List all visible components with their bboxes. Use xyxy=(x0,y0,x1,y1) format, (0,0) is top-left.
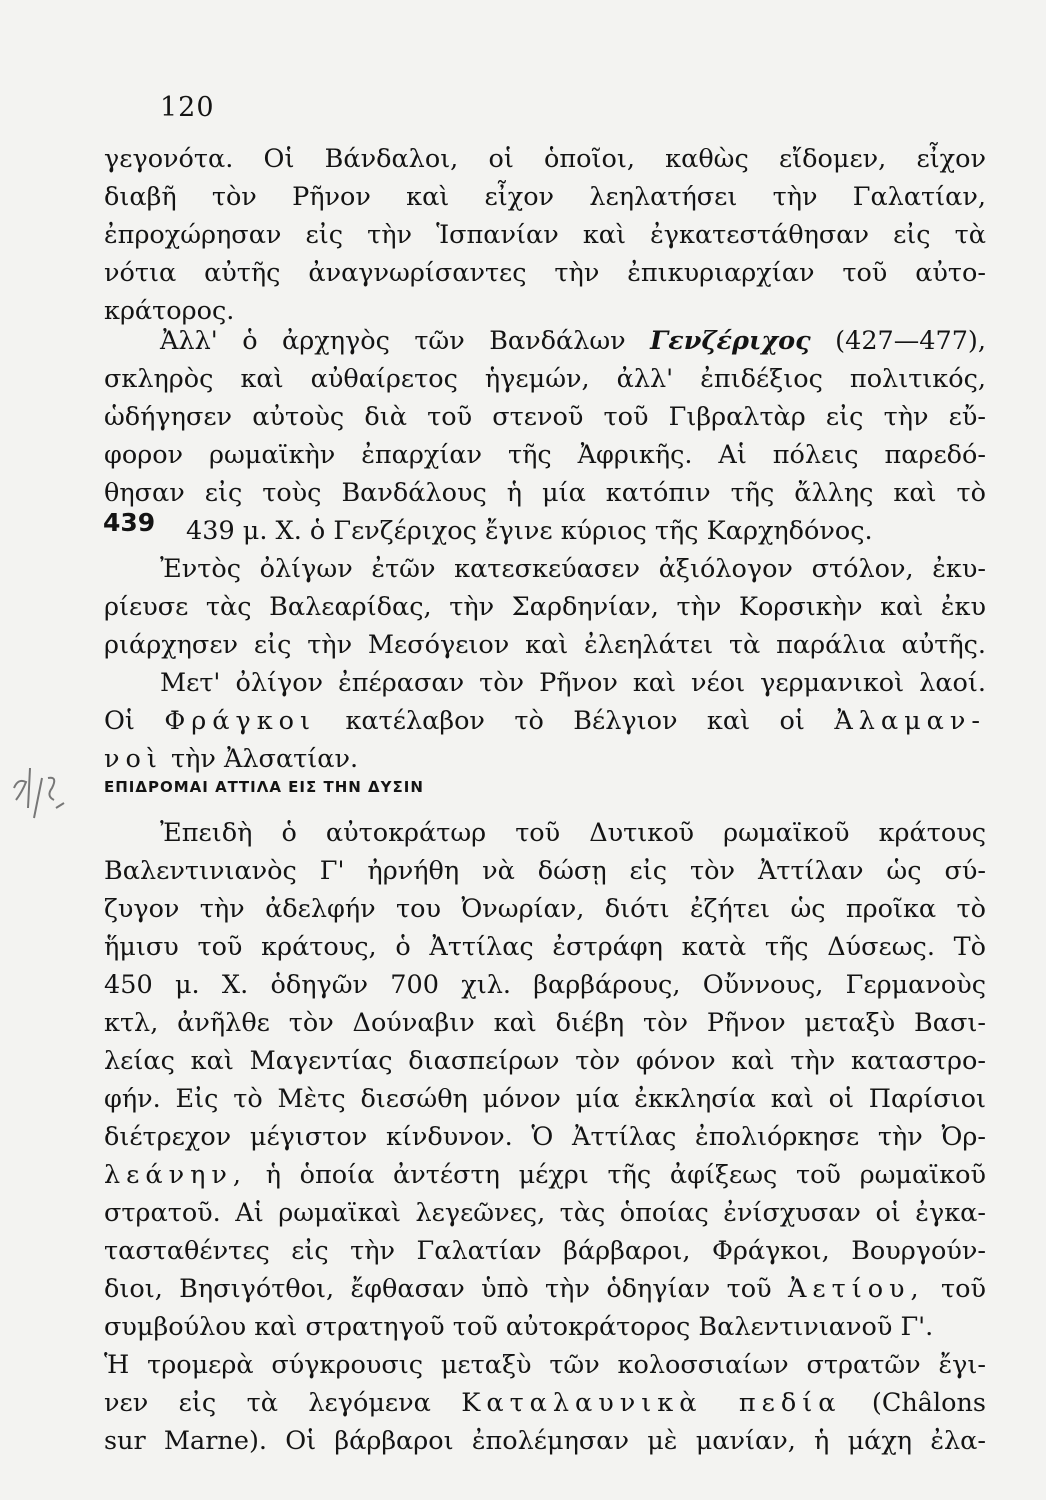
text-span: Ἀλλ' ὁ ἀρχηγὸς τῶν Βανδάλων xyxy=(160,326,626,356)
spaced-name-aetius: Ἀετίου, xyxy=(787,1274,925,1304)
text-span: (Châlons xyxy=(871,1388,986,1418)
text-line: λείας καὶ Μαγεντίας διασπείρων τὸν φόνον καὶ τὴν καταστρο- xyxy=(104,1046,986,1076)
text-line: διαβῆ τὸν Ρῆνον καὶ εἶχον λεηλατήσει τὴν Γαλατίαν, xyxy=(104,182,986,212)
text-line: κτλ, ἀνῆλθε τὸν Δούναβιν καὶ διέβη τὸν Ρῆνον μεταξὺ Βασι- xyxy=(104,1008,986,1038)
section-heading: ΕΠΙΔΡΟΜΑΙ ΑΤΤΙΛΑ ΕΙΣ ΤΗΝ ΔΥΣΙΝ xyxy=(104,778,424,796)
text-line xyxy=(104,1158,986,1192)
text-line: συμβούλου καὶ στρατηγοῦ τοῦ αὐτοκράτορος Βαλεντινιανοῦ Γ'. xyxy=(104,1312,934,1342)
spaced-name-catalaunian-fields: Καταλαυνικὰ πεδία xyxy=(461,1388,842,1418)
text-line: στρατοῦ. Αἱ ρωμαϊκαὶ λεγεῶνες, τὰς ὁποίας ἐνίσχυσαν οἱ ἐγκα- xyxy=(104,1198,986,1228)
margin-year: 439 xyxy=(103,508,156,537)
text-line: φήν. Εἰς τὸ Μὲτς διεσώθη μόνον μία ἐκκλησία καὶ οἱ Παρίσιοι xyxy=(104,1084,986,1114)
text-span: τοῦ xyxy=(941,1274,987,1304)
text-line: γεγονότα. Οἱ Βάνδαλοι, οἱ ὁποῖοι, καθὼς εἴδομεν, εἶχον xyxy=(104,144,986,174)
text-line: θησαν εἰς τοὺς Βανδάλους ἡ μία κατόπιν τῆς ἄλλης καὶ τὸ xyxy=(104,478,986,508)
text-span: τὴν Ἀλσατίαν. xyxy=(170,744,359,774)
text-line: ζυγον τὴν ἀδελφήν του Ὀνωρίαν, διότι ἐζήτει ὡς προῖκα τὸ xyxy=(104,894,986,924)
text-span: Οἱ xyxy=(104,706,135,736)
handwritten-date-mark xyxy=(8,748,68,838)
text-line: νότια αὐτῆς ἀναγνωρίσαντες τὴν ἐπικυριαρχίαν τοῦ αὐτο- xyxy=(104,258,986,288)
text-span: ἡ ὁποία ἀντέστη μέχρι τῆς ἀφίξεως τοῦ ρωμαϊκοῦ xyxy=(265,1160,986,1190)
spaced-name-alamanni-end: νοὶ xyxy=(104,744,163,774)
text-line: Ἡ τρομερὰ σύγκρουσις μεταξὺ τῶν κολοσσιαίων στρατῶν ἔγι- xyxy=(104,1350,986,1380)
text-line: ριάρχησεν εἰς τὴν Μεσόγειον καὶ ἐλεηλάτει τὰ παράλια αὐτῆς. xyxy=(104,630,986,660)
text-line: σκληρὸς καὶ αὐθαίρετος ἡγεμών, ἀλλ' ἐπιδέξιος πολιτικός, xyxy=(104,364,986,394)
text-line: Μετ' ὀλίγον ἐπέρασαν τὸν Ρῆνον καὶ νέοι γερμανικοὶ λαοί. xyxy=(160,668,986,698)
text-line xyxy=(104,1386,986,1420)
text-line xyxy=(160,324,986,358)
page-number: 120 xyxy=(160,92,215,123)
text-line xyxy=(104,1272,986,1306)
text-line: κράτορος. xyxy=(104,296,235,326)
text-line: 450 μ. Χ. ὁδηγῶν 700 χιλ. βαρβάρους, Οὔννους, Γερμανοὺς xyxy=(104,970,986,1000)
text-line: ρίευσε τὰς Βαλεαρίδας, τὴν Σαρδηνίαν, τὴν Κορσικὴν καὶ ἐκυ xyxy=(104,592,986,622)
text-span: διοι, Βησιγότθοι, ἔφθασαν ὑπὸ τὴν ὁδηγίαν τοῦ xyxy=(104,1274,772,1304)
text-line: ἐπροχώρησαν εἰς τὴν Ἱσπανίαν καὶ ἐγκατεστάθησαν εἰς τὰ xyxy=(104,220,986,250)
text-line: ἥμισυ τοῦ κράτους, ὁ Ἀττίλας ἐστράφη κατὰ τῆς Δύσεως. Τὸ xyxy=(104,932,986,962)
text-line: 439 μ. Χ. ὁ Γενζέριχος ἔγινε κύριος τῆς Καρχηδόνος. xyxy=(186,516,873,546)
spaced-name-franks: Φράγκοι xyxy=(164,706,317,736)
text-line: διέτρεχον μέγιστον κίνδυνον. Ὁ Ἀττίλας ἐπολιόρκησε τὴν Ὀρ- xyxy=(104,1122,986,1152)
ruler-name-genseric: Γενζέριχος xyxy=(650,326,811,356)
text-line: Ἐπειδὴ ὁ αὐτοκράτωρ τοῦ Δυτικοῦ ρωμαϊκοῦ κράτους xyxy=(160,818,986,848)
text-line: τασταθέντες εἰς τὴν Γαλατίαν βάρβαροι, Φράγκοι, Βουργούν- xyxy=(104,1236,986,1266)
text-line: Βαλεντινιανὸς Γ' ἠρνήθη νὰ δώσῃ εἰς τὸν Ἀττίλαν ὡς σύ- xyxy=(104,856,986,886)
text-line xyxy=(104,742,358,776)
text-span: (427—477), xyxy=(835,326,986,356)
spaced-name-alamanni: Ἀλαμαν- xyxy=(834,706,987,736)
text-line: ὡδήγησεν αὐτοὺς διὰ τοῦ στενοῦ τοῦ Γιβραλτὰρ εἰς τὴν εὔ- xyxy=(104,402,986,432)
text-line: sur Marne). Οἱ βάρβαροι ἐπολέμησαν μὲ μανίαν, ἡ μάχη ἐλα- xyxy=(104,1426,986,1456)
text-span: κατέλαβον τὸ Βέλγιον καὶ οἱ xyxy=(345,706,805,736)
text-line xyxy=(104,704,986,738)
text-span: νεν εἰς τὰ λεγόμενα xyxy=(104,1388,431,1418)
text-line: Ἐντὸς ὀλίγων ἐτῶν κατεσκεύασεν ἀξιόλογον στόλον, ἐκυ- xyxy=(160,554,986,584)
spaced-name-orleans: λεάνην, xyxy=(104,1160,247,1190)
text-line: φορον ρωμαϊκὴν ἐπαρχίαν τῆς Ἀφρικῆς. Αἱ πόλεις παρεδό- xyxy=(104,440,986,470)
